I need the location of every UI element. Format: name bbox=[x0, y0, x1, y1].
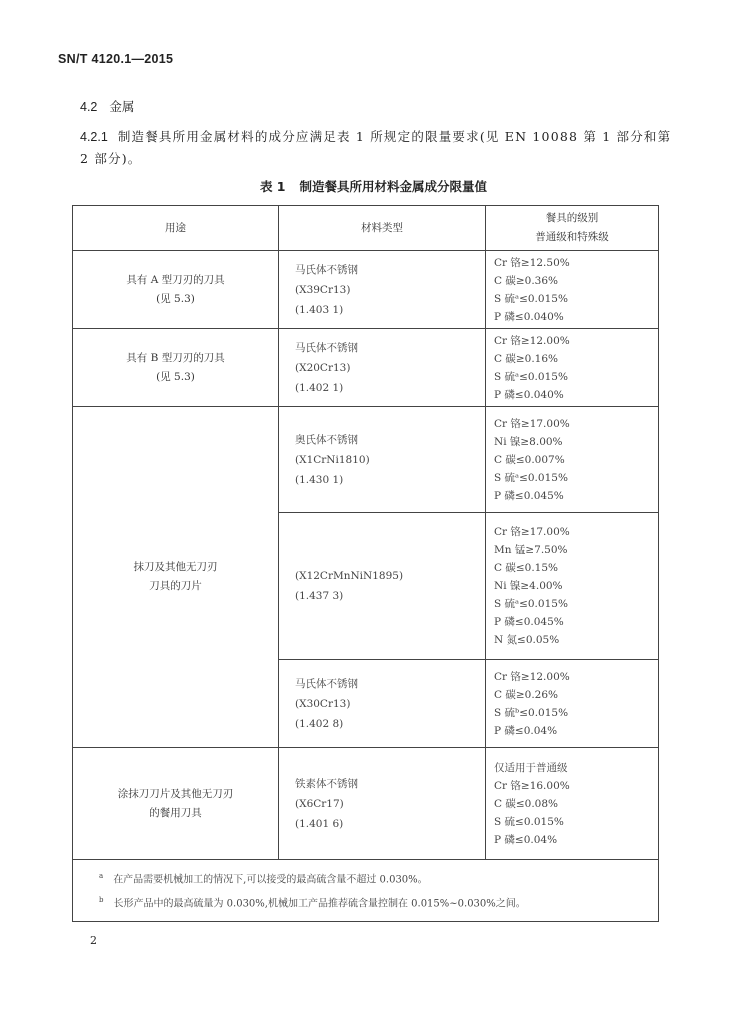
section-number: 4.2 bbox=[80, 100, 98, 114]
header-grade bbox=[486, 206, 659, 251]
clause-text: 制造餐具所用金属材料的成分应满足表 1 所规定的限量要求(见 EN 10088 第 1 部分和第 2 部分)。 bbox=[80, 129, 672, 166]
table-row bbox=[73, 407, 659, 513]
document-id: SN/T 4120.1—2015 bbox=[58, 52, 174, 66]
table-row bbox=[73, 251, 659, 329]
footnote: $^b$ 长形产品中的最高硫量为 0.030%,机械加工产品推荐硫含量控制在 0.015%~0.030%之间。 bbox=[99, 896, 526, 910]
table-caption bbox=[0, 177, 747, 195]
material-cell: 铁素体不锈钢 (X6Cr17) (1.401 6) bbox=[279, 748, 486, 860]
limits-cell: Cr 铬≥12.50% C 碳≥0.36% S 硫ᵃ≤0.015% P 磷≤0.040% bbox=[486, 251, 659, 329]
table-caption-title: 制造餐具所用材料金属成分限量值 bbox=[299, 179, 488, 194]
use-cell: 涂抹刀刀片及其他无刀刃 的餐用刀具 bbox=[73, 748, 279, 860]
material-cell: 奥氏体不锈钢 (X1CrNi1810) (1.430 1) bbox=[279, 407, 486, 513]
limits-cell: Cr 铬≥17.00% Mn 锰≥7.50% C 碳≤0.15% Ni 镍≥4.00% S 硫ᵃ≤0.015% P 磷≤0.045% N 氮≤0.05% bbox=[486, 513, 659, 660]
limits-cell: Cr 铬≥12.00% C 碳≥0.26% S 硫ᵇ≤0.015% P 磷≤0.04% bbox=[486, 660, 659, 748]
table-notes-row bbox=[73, 860, 659, 922]
section-title: 金属 bbox=[109, 99, 135, 114]
composition-limits-table bbox=[72, 205, 659, 922]
material-cell: (X12CrMnNiN1895) (1.437 3) bbox=[279, 513, 486, 660]
table-caption-label: 表 1 bbox=[259, 179, 286, 194]
limits-cell: Cr 铬≥17.00% Ni 镍≥8.00% C 碳≤0.007% S 硫ᵃ≤0.015% P 磷≤0.045% bbox=[486, 407, 659, 513]
limits-cell: Cr 铬≥12.00% C 碳≥0.16% S 硫ᵃ≤0.015% P 磷≤0.040% bbox=[486, 329, 659, 407]
header-material: 材料类型 bbox=[279, 206, 486, 251]
header-grade-line1: 餐具的级别 bbox=[545, 212, 599, 224]
table-row bbox=[73, 748, 659, 860]
use-cell: 具有 B 型刀刃的刀具 (见 5.3) bbox=[73, 329, 279, 407]
clause-number: 4.2.1 bbox=[80, 130, 108, 144]
material-cell: 马氏体不锈钢 (X20Cr13) (1.402 1) bbox=[279, 329, 486, 407]
header-use: 用途 bbox=[73, 206, 279, 251]
use-cell: 具有 A 型刀刃的刀具 (见 5.3) bbox=[73, 251, 279, 329]
limits-cell: 仅适用于普通级 Cr 铬≥16.00% C 碳≤0.08% S 硫≤0.015% P 磷≤0.04% bbox=[486, 748, 659, 860]
header-grade-line2: 普通级和特殊级 bbox=[535, 231, 609, 243]
use-cell: 抹刀及其他无刀刃 刀具的刀片 bbox=[73, 407, 279, 748]
footnote: $^a$ 在产品需要机械加工的情况下,可以接受的最高硫含量不超过 0.030%。 bbox=[99, 872, 428, 886]
table-notes bbox=[73, 860, 659, 922]
page-number: 2 bbox=[90, 934, 97, 947]
material-cell: 马氏体不锈钢 (X39Cr13) (1.403 1) bbox=[279, 251, 486, 329]
table-header-row bbox=[73, 206, 659, 251]
clause-paragraph bbox=[80, 126, 680, 170]
table-row bbox=[73, 329, 659, 407]
material-cell: 马氏体不锈钢 (X30Cr13) (1.402 8) bbox=[279, 660, 486, 748]
section-heading bbox=[80, 97, 134, 115]
